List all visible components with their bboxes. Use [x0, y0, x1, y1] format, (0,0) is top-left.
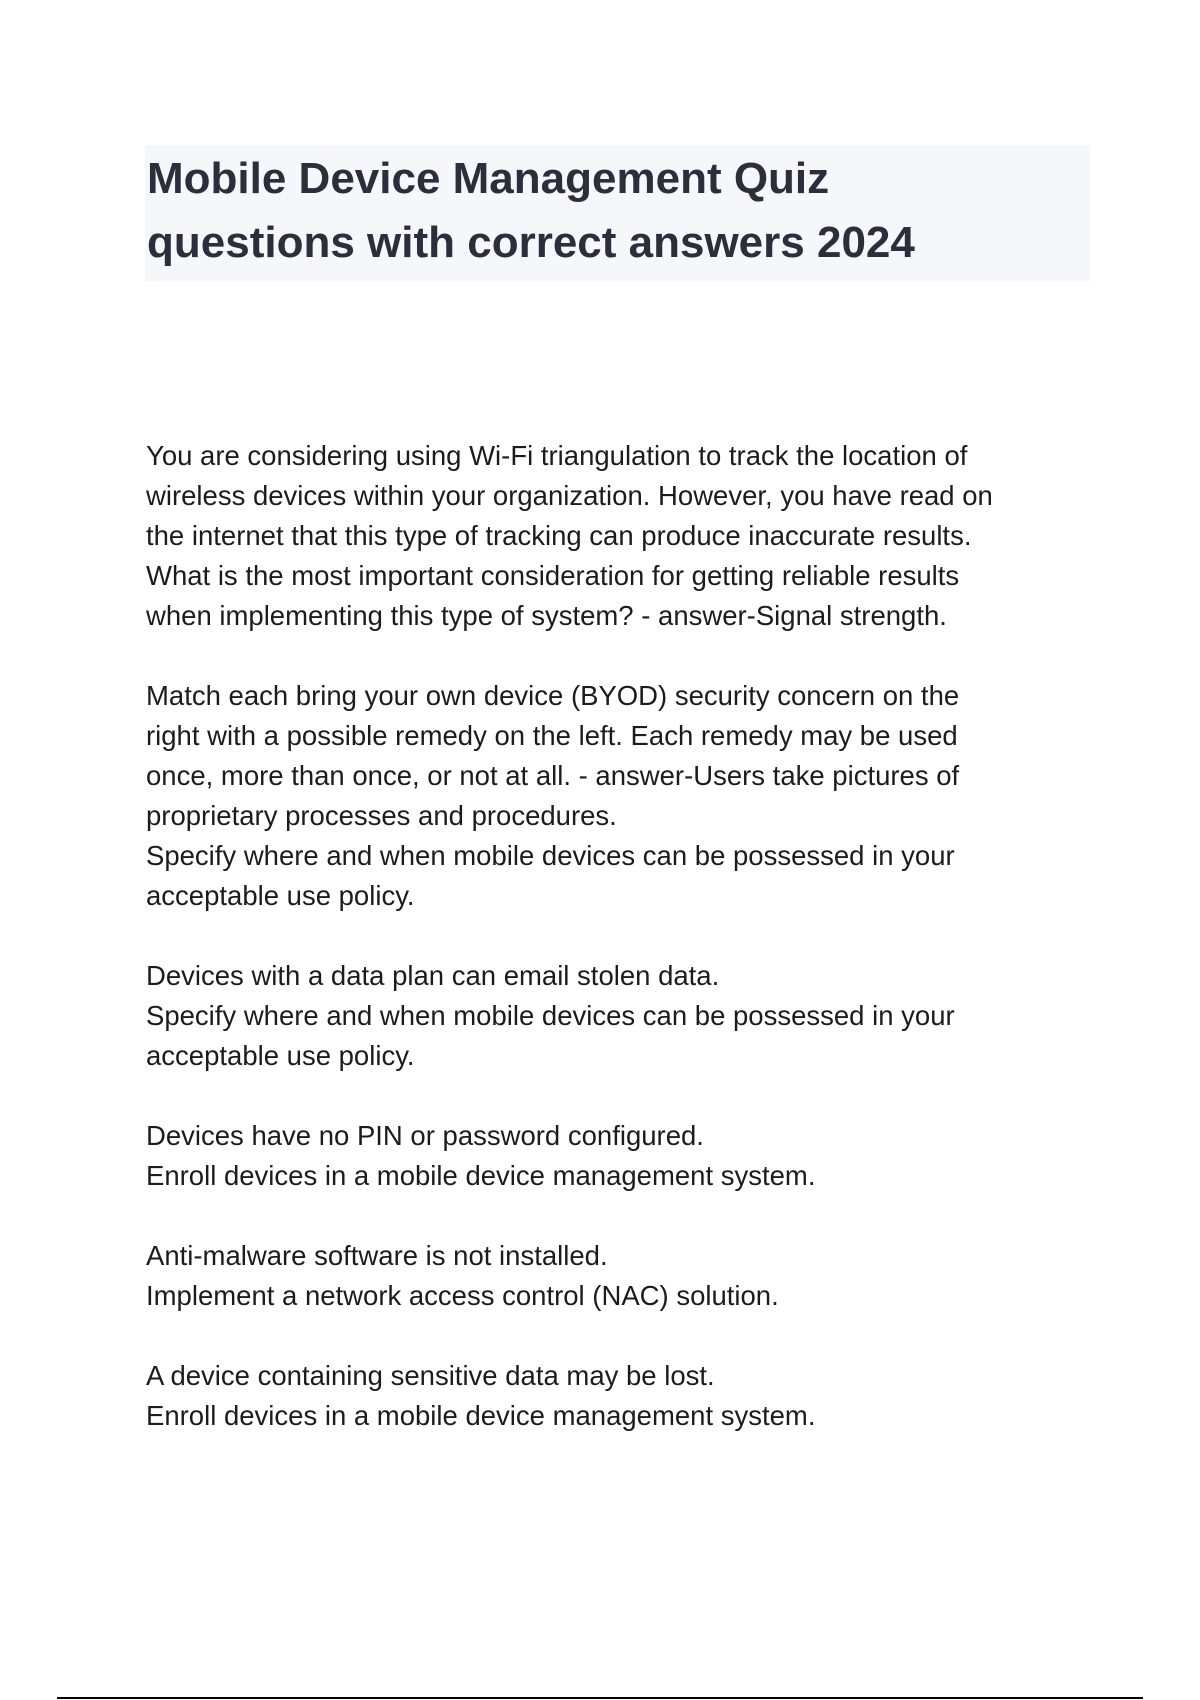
title-line-1: Mobile Device Management Quiz: [147, 154, 830, 203]
text-line: the internet that this type of tracking can produce inaccurate results.: [146, 520, 972, 551]
text-line: Devices with a data plan can email stolen data.: [146, 960, 720, 991]
byod-pair-anti-malware: [146, 1236, 1096, 1316]
text-line: Enroll devices in a mobile device management system.: [146, 1160, 816, 1191]
text-line: Devices have no PIN or password configured.: [146, 1120, 704, 1151]
title-banner: [145, 145, 1090, 281]
text-line: Implement a network access control (NAC) solution.: [146, 1280, 779, 1311]
text-line: A device containing sensitive data may be lost.: [146, 1360, 715, 1391]
text-line: Specify where and when mobile devices can be possessed in your: [146, 840, 955, 871]
text-line: when implementing this type of system? - answer-Signal strength.: [146, 600, 947, 631]
text-line: acceptable use policy.: [146, 880, 415, 911]
title-line-2: questions with correct answers 2024: [147, 218, 915, 267]
text-line: Anti-malware software is not installed.: [146, 1240, 608, 1271]
document-body: [146, 436, 1096, 1436]
text-line: Enroll devices in a mobile device management system.: [146, 1400, 816, 1431]
text-line: acceptable use policy.: [146, 1040, 415, 1071]
question-wifi-triangulation: [146, 436, 1096, 636]
text-line: once, more than once, or not at all. - answer-Users take pictures of: [146, 760, 960, 791]
document-title: [147, 147, 1087, 275]
byod-pair-data-plan: [146, 956, 1096, 1076]
byod-pair-no-pin: [146, 1116, 1096, 1196]
text-line: proprietary processes and procedures.: [146, 800, 617, 831]
text-line: Match each bring your own device (BYOD) security concern on the: [146, 680, 960, 711]
text-line: What is the most important consideration for getting reliable results: [146, 560, 960, 591]
text-line: You are considering using Wi-Fi triangulation to track the location of: [146, 440, 968, 471]
byod-pair-lost-device: [146, 1356, 1096, 1436]
page-footer-divider: [57, 1697, 1143, 1699]
text-line: right with a possible remedy on the left. Each remedy may be used: [146, 720, 958, 751]
text-line: wireless devices within your organization. However, you have read on: [146, 480, 993, 511]
question-byod-matching: [146, 676, 1096, 916]
text-line: Specify where and when mobile devices can be possessed in your: [146, 1000, 955, 1031]
